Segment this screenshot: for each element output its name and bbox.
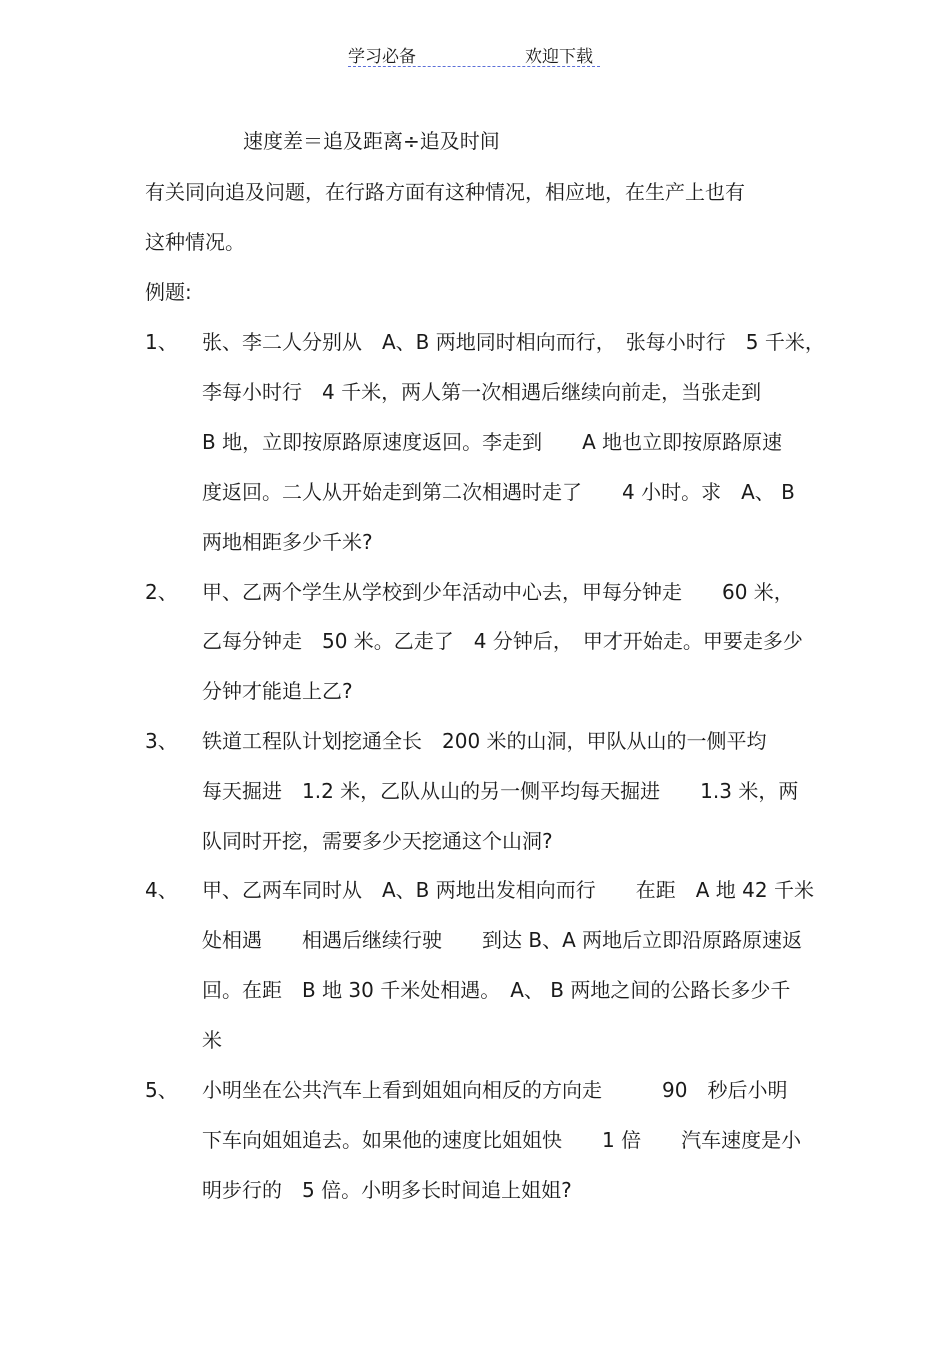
- question-line: 甲、乙两个学生从学校到少年活动中心去，甲每分钟走 60 米，: [202, 580, 794, 604]
- question-line: B 地，立即按原路原速度返回。李走到 A 地也立即按原路原速: [202, 430, 783, 454]
- question-line: 铁道工程队计划挖通全长 200 米的山洞，甲队从山的一侧平均: [202, 729, 767, 753]
- formula-line: 速度差＝追及距离÷追及时间: [243, 129, 500, 153]
- question-line: 队同时开挖，需要多少天挖通这个山洞?: [202, 829, 553, 853]
- question-line: 张、李二人分别从 A、B 两地同时相向而行， 张每小时行 5 千米，: [202, 330, 825, 354]
- question-line: 处相遇 相遇后继续行驶 到达 B、A 两地后立即沿原路原速返: [202, 928, 803, 952]
- question-line: 下车向姐姐追去。如果他的速度比姐姐快 1 倍 汽车速度是小: [202, 1128, 802, 1152]
- question-line: 小明坐在公共汽车上看到姐姐向相反的方向走 90 秒后小明: [202, 1078, 788, 1102]
- intro-line-2: 这种情况。: [145, 230, 245, 254]
- question-line: 两地相距多少千米?: [202, 530, 373, 554]
- intro-line-1: 有关同向追及问题，在行路方面有这种情况，相应地，在生产上也有: [145, 180, 745, 204]
- question-line: 明步行的 5 倍。小明多长时间追上姐姐?: [202, 1178, 572, 1202]
- question-number: 3、: [145, 729, 178, 753]
- page-header: [348, 40, 600, 67]
- question-line: 度返回。二人从开始走到第二次相遇时走了 4 小时。求 A、 B: [202, 480, 795, 504]
- question-line: 甲、乙两车同时从 A、B 两地出发相向而行 在距 A 地 42 千米: [202, 878, 814, 902]
- question-number: 5、: [145, 1078, 178, 1102]
- examples-label: 例题:: [145, 280, 192, 304]
- header-right-text: 欢迎下载: [525, 47, 593, 67]
- header-left-text: 学习必备: [348, 47, 416, 67]
- question-line: 乙每分钟走 50 米。乙走了 4 分钟后， 甲才开始走。甲要走多少: [202, 629, 803, 653]
- question-number: 1、: [145, 330, 178, 354]
- question-line: 米: [202, 1028, 222, 1052]
- question-number: 4、: [145, 878, 178, 902]
- question-line: 回。在距 B 地 30 千米处相遇。 A、 B 两地之间的公路长多少千: [202, 978, 791, 1002]
- question-line: 李每小时行 4 千米，两人第一次相遇后继续向前走，当张走到: [202, 380, 762, 404]
- question-line: 每天掘进 1.2 米，乙队从山的另一侧平均每天掘进 1.3 米，两: [202, 779, 799, 803]
- question-number: 2、: [145, 580, 178, 604]
- question-line: 分钟才能追上乙?: [202, 679, 353, 703]
